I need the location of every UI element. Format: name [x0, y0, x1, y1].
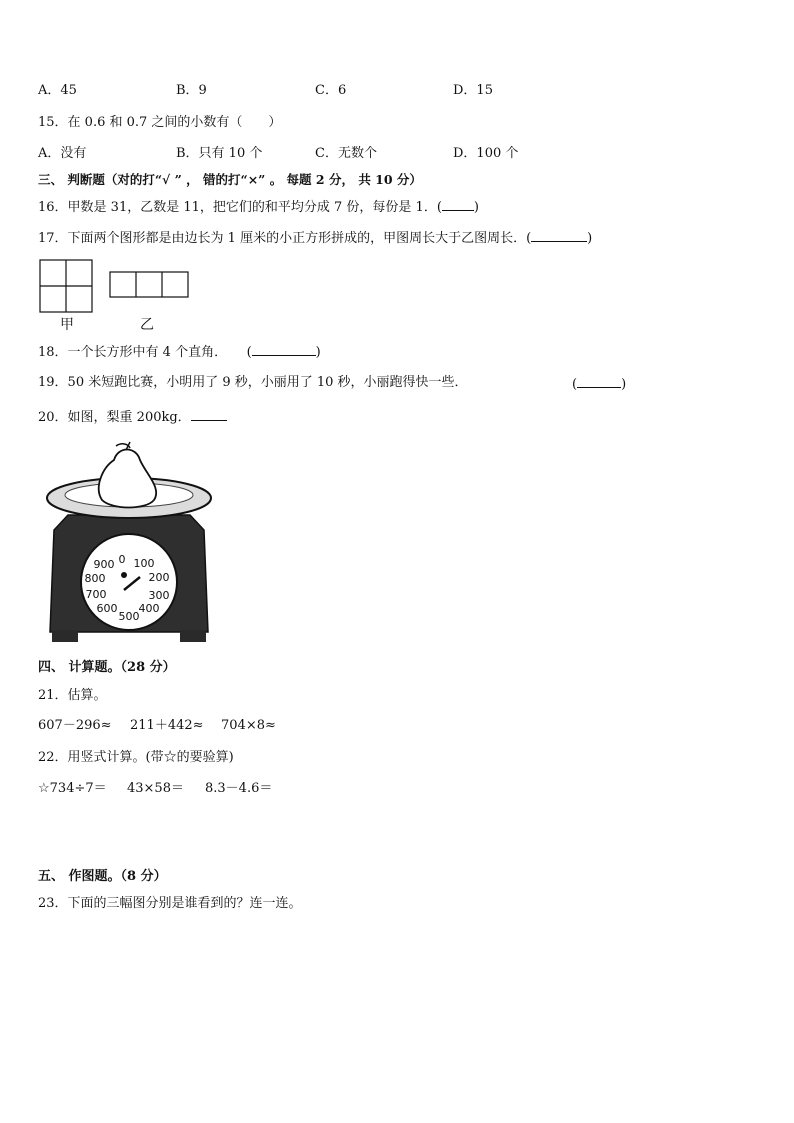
- q16-close: ): [473, 200, 479, 215]
- dial-number-900: 900: [93, 558, 115, 571]
- q15-option-b: B．只有 10 个: [176, 146, 263, 161]
- q15-option-c: C．无数个: [315, 146, 377, 161]
- section4-title: 四、 计算题。（28 分）: [38, 660, 176, 675]
- q19-open: (: [572, 377, 578, 392]
- q22-item-3: 8.3－4.6＝: [205, 781, 273, 796]
- section3-title: 三、 判断题（对的打“√ ” ， 错的打“×” 。 每题 2 分， 共 10 分）: [38, 172, 422, 187]
- q22-item-1: ☆734÷7＝: [38, 781, 107, 796]
- q20-answer-blank[interactable]: [191, 408, 227, 421]
- q21-item-3: 704×8≈: [221, 718, 276, 733]
- q15-option-a: A．没有: [38, 146, 87, 161]
- q14-option-c: C．6: [315, 83, 347, 98]
- q18-text: 18．一个长方形中有 4 个直角． (: [38, 345, 252, 360]
- q14-option-b: B．9: [176, 83, 207, 98]
- q17-answer-blank[interactable]: [531, 229, 587, 242]
- q16-answer-blank[interactable]: [442, 198, 474, 211]
- q18-question: [38, 343, 321, 361]
- scale-illustration: [42, 440, 212, 646]
- q17-text: 17．下面两个图形都是由边长为 1 厘米的小正方形拼成的，甲图周长大于乙图周长．(: [38, 231, 532, 246]
- q21-item-2: 211＋442≈: [130, 718, 204, 733]
- dial-number-100: 100: [133, 557, 155, 570]
- figure-yi-label: 乙: [140, 317, 154, 333]
- dial-number-500: 500: [118, 610, 140, 623]
- q17-close: ): [587, 231, 593, 246]
- q19-answer-blank[interactable]: [577, 375, 621, 388]
- q14-option-a: A．45: [38, 83, 77, 98]
- q20-question: [38, 408, 227, 426]
- q21-stem: 21．估算。: [38, 688, 107, 703]
- dial-number-200: 200: [148, 571, 170, 584]
- q15-stem: 15．在 0.6 和 0.7 之间的小数有（ ）: [38, 115, 282, 130]
- section5-title: 五、 作图题。（8 分）: [38, 869, 167, 884]
- q17-question: [38, 229, 592, 247]
- scale-foot-left: [52, 630, 78, 642]
- q23-stem: 23．下面的三幅图分别是谁看到的？连一连。: [38, 896, 302, 911]
- q20-text: 20．如图，梨重 200kg．: [38, 410, 191, 425]
- scale-foot-right: [180, 630, 206, 642]
- q17-figures: [38, 258, 198, 316]
- figure-jia-label: 甲: [60, 317, 74, 333]
- q19-text: 19．50 米短跑比赛，小明用了 9 秒，小丽用了 10 秒，小丽跑得快一些．: [38, 375, 468, 390]
- dial-number-300: 300: [148, 589, 170, 602]
- q19-answer: [572, 375, 626, 393]
- q16-text: 16．甲数是 31，乙数是 11，把它们的和平均分成 7 份，每份是 1．(: [38, 200, 442, 215]
- q18-answer-blank[interactable]: [252, 343, 316, 356]
- q22-item-2: 43×58＝: [127, 781, 184, 796]
- q18-close: ): [315, 345, 321, 360]
- q19-close: ): [621, 377, 627, 392]
- dial-number-800: 800: [84, 572, 106, 585]
- dial-number-0: 0: [118, 553, 126, 566]
- dial-pivot: [121, 572, 127, 578]
- q15-option-d: D．100 个: [453, 146, 519, 161]
- q21-item-1: 607－296≈: [38, 718, 112, 733]
- figure-jia: [40, 260, 92, 312]
- dial-number-400: 400: [138, 602, 160, 615]
- q16-question: [38, 198, 479, 216]
- dial-number-700: 700: [85, 588, 107, 601]
- q14-option-d: D．15: [453, 83, 493, 98]
- q22-stem: 22．用竖式计算。(带☆的要验算): [38, 750, 234, 765]
- figure-yi: [110, 272, 188, 297]
- dial-number-600: 600: [96, 602, 118, 615]
- pear-icon: [99, 450, 156, 508]
